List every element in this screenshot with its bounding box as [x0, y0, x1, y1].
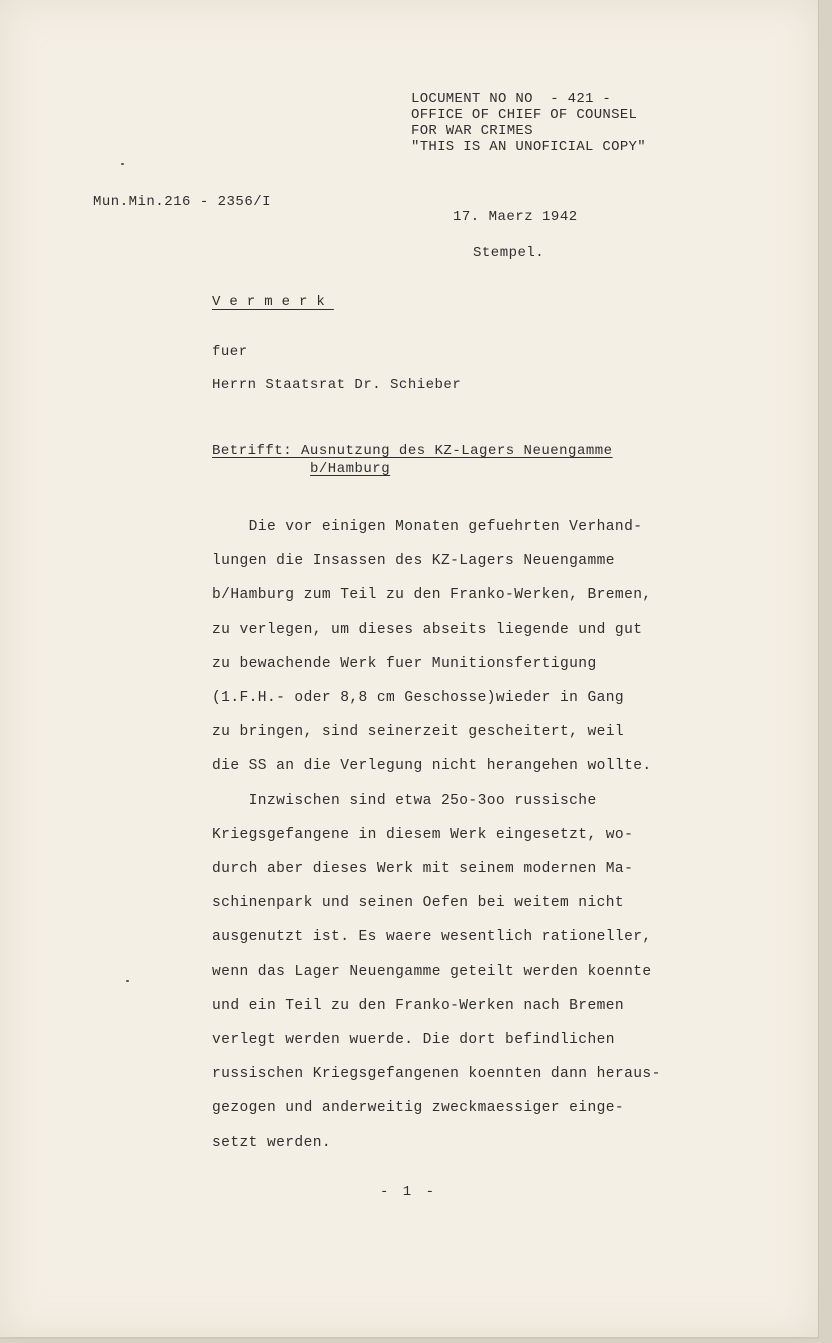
body-line: schinenpark und seinen Oefen bei weitem nicht [212, 895, 625, 912]
body-line: Kriegsgefangene in diesem Werk eingesetzt, wo- [212, 826, 634, 843]
reference-number: Mun.Min.216 - 2356/I [93, 194, 272, 210]
body-line: verlegt werden wuerde. Die dort befindlichen [212, 1032, 615, 1049]
body-line: durch aber dieses Werk mit seinem modernen Ma- [212, 861, 634, 878]
stamp-note: Stempel. [473, 245, 545, 261]
body-line: die SS an die Verlegung nicht herangehen wollte. [212, 758, 652, 775]
document-date: 17. Maerz 1942 [453, 209, 578, 225]
body-line: Inzwischen sind etwa 25o-3oo russische [212, 792, 597, 809]
body-line: zu bewachende Werk fuer Munitionsfertigung [212, 655, 597, 672]
header-stamp-line: LOCUMENT NO NO - 421 - [411, 91, 612, 107]
body-line: b/Hamburg zum Teil zu den Franko-Werken, Bremen, [212, 587, 652, 604]
paper-speck [121, 163, 124, 165]
body-line: wenn das Lager Neuengamme geteilt werden koennte [212, 963, 652, 980]
document-title: Vermerk [212, 294, 334, 310]
document-header-stamp [411, 91, 646, 155]
body-text [212, 510, 661, 1160]
header-stamp-line: FOR WAR CRIMES [411, 123, 533, 139]
page-number: - 1 - [380, 1184, 438, 1200]
body-line: zu verlegen, um dieses abseits liegende und gut [212, 621, 643, 638]
paper-speck [126, 980, 129, 982]
header-stamp-line: OFFICE OF CHIEF OF COUNSEL [411, 107, 638, 123]
subject-line: Betrifft: Ausnutzung des KZ-Lagers Neuengamme [212, 443, 613, 459]
body-line: Die vor einigen Monaten gefuehrten Verhand- [212, 519, 643, 535]
body-line: ausgenutzt ist. Es waere wesentlich rationeller, [212, 929, 652, 946]
header-stamp-line: "THIS IS AN UNOFICIAL COPY" [411, 139, 646, 155]
body-line: gezogen und anderweitig zweckmaessiger einge- [212, 1100, 625, 1117]
body-line: (1.F.H.- oder 8,8 cm Geschosse)wieder in Gang [212, 690, 625, 707]
addressee-name: Herrn Staatsrat Dr. Schieber [212, 377, 462, 393]
body-line: zu bringen, sind seinerzeit gescheitert, weil [212, 724, 625, 741]
body-line: setzt werden. [212, 1134, 332, 1151]
body-line: lungen die Insassen des KZ-Lagers Neuengamme [212, 553, 615, 570]
body-line: russischen Kriegsgefangenen koennten dann heraus- [212, 1066, 661, 1083]
subject-line-continued: b/Hamburg [310, 461, 391, 477]
addressee-prefix: fuer [212, 344, 248, 360]
body-line: und ein Teil zu den Franko-Werken nach Bremen [212, 997, 625, 1014]
